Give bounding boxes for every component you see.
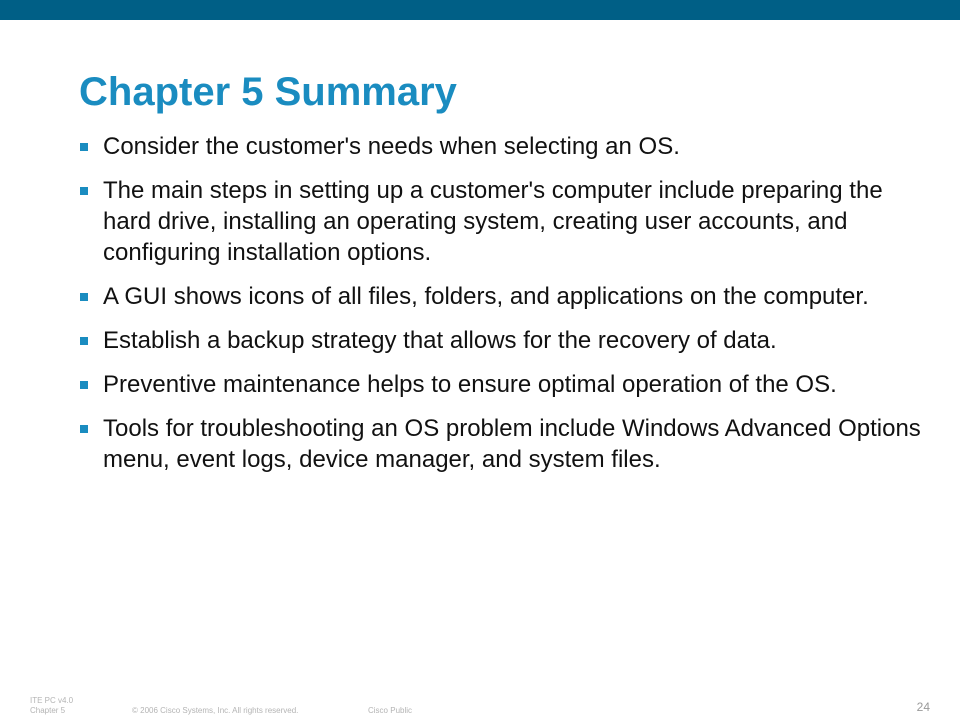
footer-copyright: © 2006 Cisco Systems, Inc. All rights reserved. [132, 706, 299, 715]
bullet-item [80, 369, 930, 400]
bullet-list [80, 131, 930, 488]
bullet-item [80, 281, 930, 312]
bullet-item [80, 175, 930, 268]
square-bullet-icon [80, 293, 88, 301]
footer-course: ITE PC v4.0 [30, 696, 74, 705]
bullet-text: A GUI shows icons of all files, folders, and applications on the computer. [103, 283, 869, 310]
top-bar [0, 0, 960, 20]
bullet-text: The main steps in setting up a customer's computer include preparing the hard drive, installing an operating system, creating user accounts, and configuring installation options. [103, 177, 883, 266]
bullet-item [80, 413, 930, 475]
square-bullet-icon [80, 187, 88, 195]
bullet-item [80, 325, 930, 356]
footer-classification: Cisco Public [368, 706, 413, 715]
page-number: 24 [916, 700, 930, 714]
slide-title: Chapter 5 Summary [79, 70, 457, 114]
square-bullet-icon [80, 425, 88, 433]
bullet-text: Preventive maintenance helps to ensure optimal operation of the OS. [103, 371, 837, 398]
bullet-text: Establish a backup strategy that allows for the recovery of data. [103, 327, 777, 354]
square-bullet-icon [80, 143, 88, 151]
square-bullet-icon [80, 381, 88, 389]
footer-course-info [30, 696, 73, 716]
footer-chapter: Chapter 5 [30, 706, 66, 715]
bullet-item [80, 131, 930, 162]
square-bullet-icon [80, 337, 88, 345]
bullet-text: Tools for troubleshooting an OS problem include Windows Advanced Options menu, event logs, device manager, and system files. [103, 415, 921, 473]
bullet-text: Consider the customer's needs when selecting an OS. [103, 133, 680, 160]
